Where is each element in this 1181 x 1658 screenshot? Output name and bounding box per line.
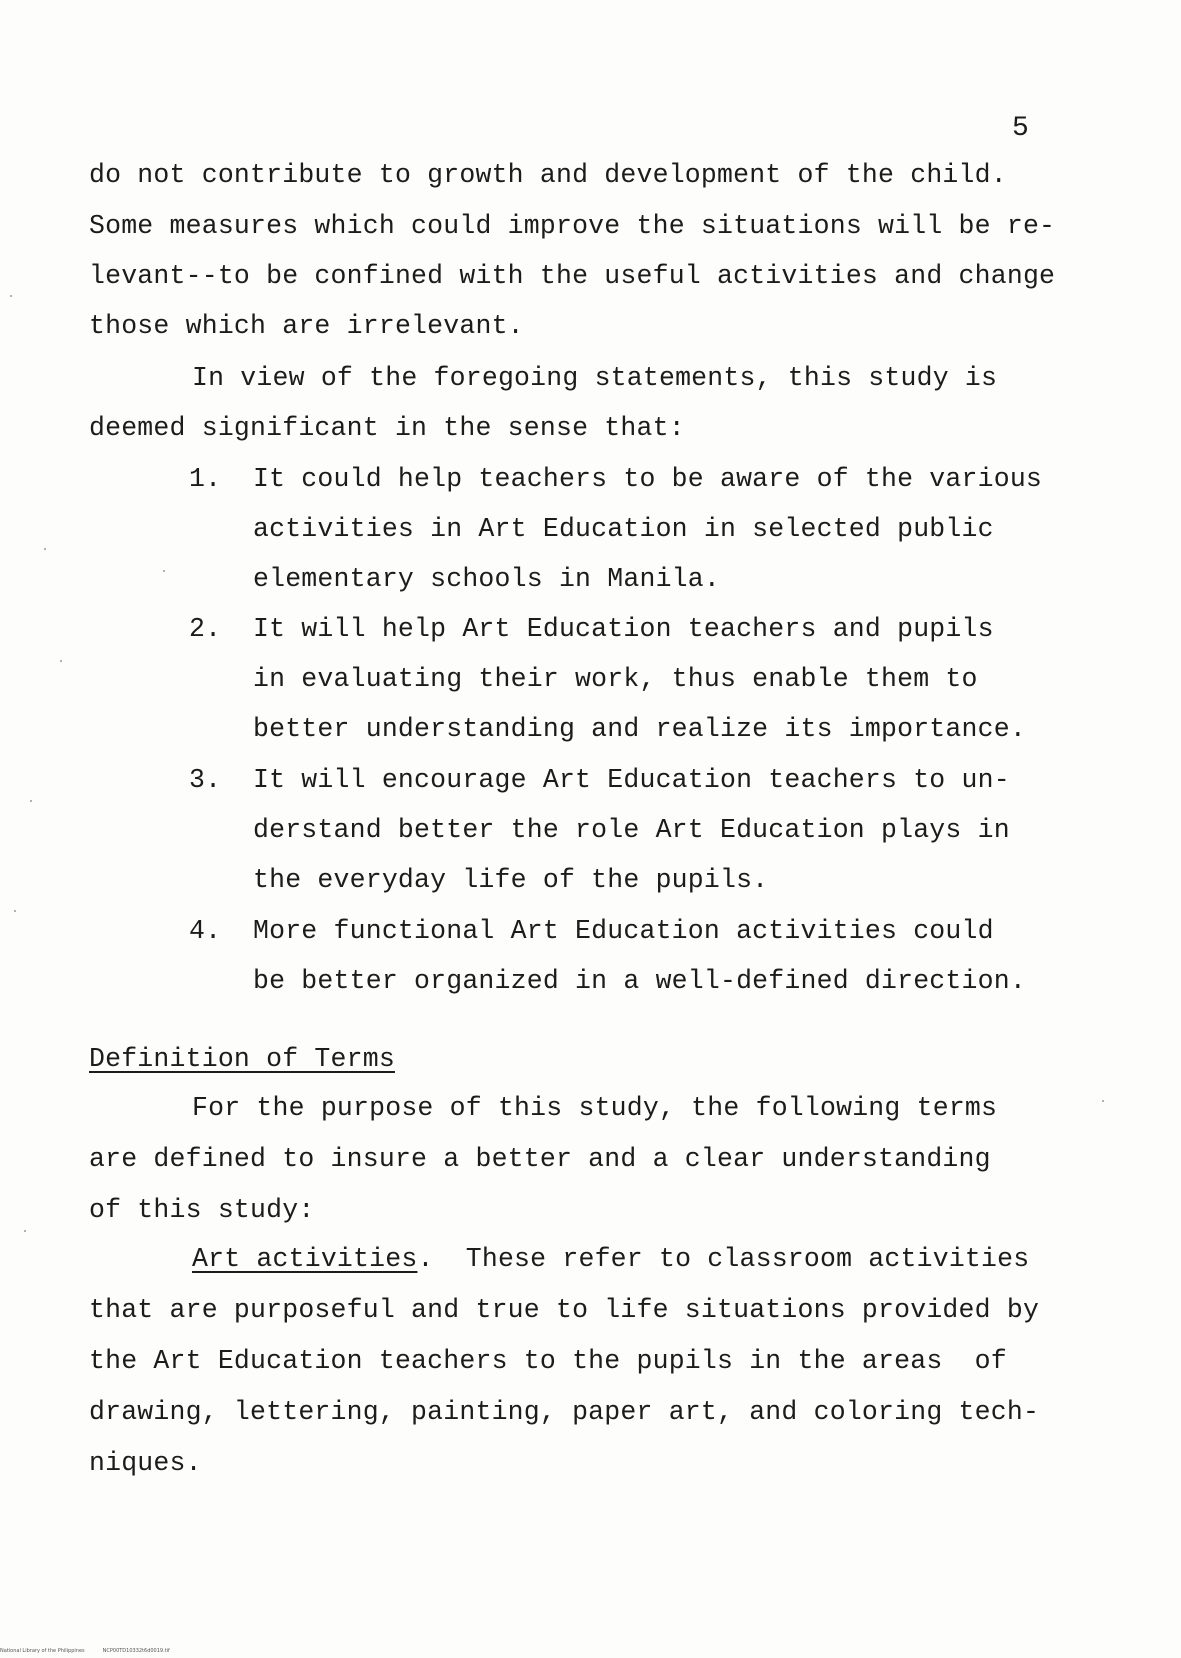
body-line: of this study:: [89, 1195, 315, 1225]
list-item-number: 2.: [189, 614, 222, 644]
body-line: In view of the foregoing statements, this study is: [192, 363, 998, 393]
body-line: that are purposeful and true to life situations provided by: [89, 1295, 1040, 1325]
term-definition-start: . These refer to classroom activities: [417, 1244, 1030, 1274]
list-item-line: activities in Art Education in selected public: [253, 514, 994, 544]
body-line: are defined to insure a better and a clear understanding: [89, 1144, 991, 1174]
list-item-number: 3.: [189, 765, 222, 795]
body-line: those which are irrelevant.: [89, 311, 524, 341]
page-number: 5: [1012, 113, 1029, 144]
term-definition-first-line: [192, 1242, 1029, 1276]
list-item-line: in evaluating their work, thus enable them to: [253, 664, 978, 694]
list-item-line: derstand better the role Art Education plays in: [253, 815, 1010, 845]
body-line: levant--to be confined with the useful activities and change: [89, 261, 1056, 291]
scan-footer: [0, 1648, 188, 1654]
list-item-line: It could help teachers to be aware of the various: [253, 464, 1043, 494]
body-line: deemed significant in the sense that:: [89, 413, 685, 443]
section-heading: Definition of Terms: [89, 1044, 395, 1074]
body-line: do not contribute to growth and development of the child.: [89, 160, 1007, 190]
list-item-line: More functional Art Education activities could: [253, 916, 994, 946]
scan-footer-source: National Library of the Philippines: [0, 1648, 85, 1654]
list-item-number: 4.: [189, 916, 222, 946]
body-line: Some measures which could improve the situations will be re-: [89, 211, 1056, 241]
body-line: niques.: [89, 1448, 202, 1478]
body-line: the Art Education teachers to the pupils in the areas of: [89, 1346, 1007, 1376]
list-item-line: It will encourage Art Education teachers to un-: [253, 765, 1010, 795]
scan-speck: [44, 548, 46, 550]
body-line: For the purpose of this study, the following terms: [192, 1093, 998, 1123]
scan-speck: [10, 295, 12, 297]
scan-speck: [60, 660, 62, 662]
scan-footer-file: NCP00TD10332t6d0019.tif: [102, 1648, 170, 1654]
body-line: drawing, lettering, painting, paper art, and coloring tech-: [89, 1397, 1040, 1427]
list-item-line: be better organized in a well-defined direction.: [253, 966, 1026, 996]
scan-speck: [24, 1230, 26, 1232]
list-item-line: the everyday life of the pupils.: [253, 865, 769, 895]
scan-speck: [14, 910, 16, 912]
scan-speck: [30, 800, 32, 802]
scan-speck: [1102, 1100, 1104, 1102]
scan-speck: [163, 570, 165, 572]
list-item-line: elementary schools in Manila.: [253, 564, 720, 594]
list-item-number: 1.: [189, 464, 222, 494]
list-item-line: It will help Art Education teachers and pupils: [253, 614, 994, 644]
list-item-line: better understanding and realize its importance.: [253, 714, 1026, 744]
term-name: Art activities: [192, 1244, 418, 1274]
